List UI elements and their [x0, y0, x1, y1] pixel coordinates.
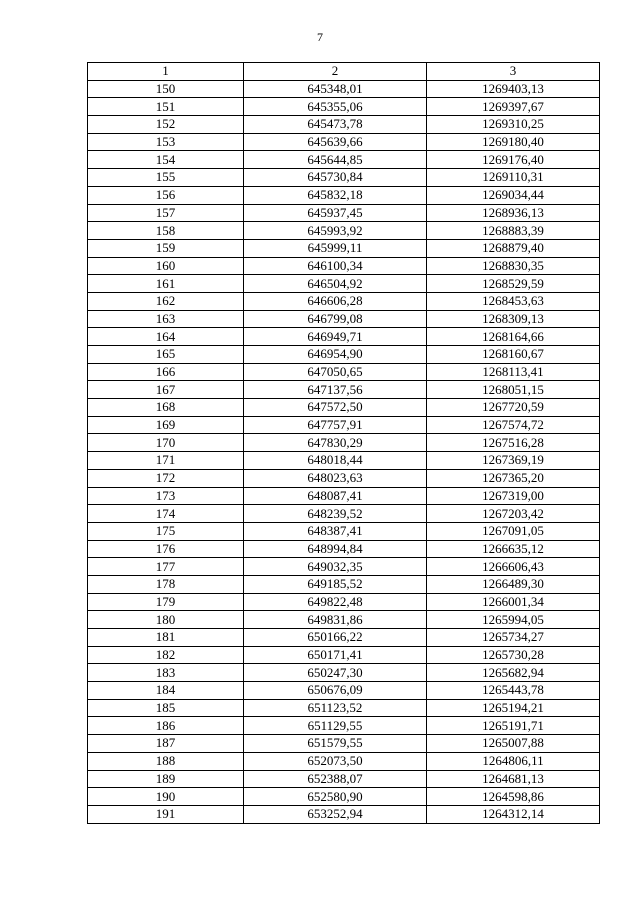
- y-coordinate-cell: 1266635,12: [427, 540, 600, 558]
- point-number-cell: 173: [88, 487, 244, 505]
- x-coordinate-cell: 653252,94: [244, 805, 427, 823]
- x-coordinate-cell: 648239,52: [244, 505, 427, 523]
- table-row: [88, 434, 600, 452]
- table-row: [88, 558, 600, 576]
- table-row: [88, 133, 600, 151]
- point-number-cell: 152: [88, 116, 244, 134]
- point-number-cell: 175: [88, 522, 244, 540]
- point-number-cell: 182: [88, 646, 244, 664]
- point-number-cell: 174: [88, 505, 244, 523]
- y-coordinate-cell: 1266001,34: [427, 593, 600, 611]
- point-number-cell: 167: [88, 381, 244, 399]
- x-coordinate-cell: 648994,84: [244, 540, 427, 558]
- x-coordinate-cell: 646954,90: [244, 346, 427, 364]
- y-coordinate-cell: 1268164,66: [427, 328, 600, 346]
- table-row: [88, 204, 600, 222]
- point-number-cell: 154: [88, 151, 244, 169]
- point-number-cell: 186: [88, 717, 244, 735]
- y-coordinate-cell: 1265007,88: [427, 735, 600, 753]
- table-row: [88, 239, 600, 257]
- x-coordinate-cell: 647830,29: [244, 434, 427, 452]
- point-number-cell: 158: [88, 222, 244, 240]
- table-row: [88, 629, 600, 647]
- y-coordinate-cell: 1265734,27: [427, 629, 600, 647]
- y-coordinate-cell: 1265443,78: [427, 682, 600, 700]
- table-row: [88, 522, 600, 540]
- column-header-2: 2: [244, 63, 427, 81]
- point-number-cell: 181: [88, 629, 244, 647]
- x-coordinate-cell: 645832,18: [244, 186, 427, 204]
- x-coordinate-cell: 646949,71: [244, 328, 427, 346]
- x-coordinate-cell: 651579,55: [244, 735, 427, 753]
- column-header-3: 3: [427, 63, 600, 81]
- point-number-cell: 166: [88, 363, 244, 381]
- y-coordinate-cell: 1269176,40: [427, 151, 600, 169]
- table-row: [88, 275, 600, 293]
- table-row: [88, 788, 600, 806]
- table-row: [88, 611, 600, 629]
- y-coordinate-cell: 1265994,05: [427, 611, 600, 629]
- x-coordinate-cell: 647137,56: [244, 381, 427, 399]
- y-coordinate-cell: 1265682,94: [427, 664, 600, 682]
- y-coordinate-cell: 1268529,59: [427, 275, 600, 293]
- point-number-cell: 156: [88, 186, 244, 204]
- x-coordinate-cell: 649831,86: [244, 611, 427, 629]
- table-row: [88, 717, 600, 735]
- x-coordinate-cell: 649822,48: [244, 593, 427, 611]
- y-coordinate-cell: 1265191,71: [427, 717, 600, 735]
- x-coordinate-cell: 646504,92: [244, 275, 427, 293]
- y-coordinate-cell: 1268936,13: [427, 204, 600, 222]
- y-coordinate-cell: 1267516,28: [427, 434, 600, 452]
- point-number-cell: 185: [88, 699, 244, 717]
- point-number-cell: 176: [88, 540, 244, 558]
- y-coordinate-cell: 1268883,39: [427, 222, 600, 240]
- x-coordinate-cell: 645993,92: [244, 222, 427, 240]
- coordinates-table: [87, 62, 600, 824]
- point-number-cell: 151: [88, 98, 244, 116]
- x-coordinate-cell: 650676,09: [244, 682, 427, 700]
- x-coordinate-cell: 645937,45: [244, 204, 427, 222]
- y-coordinate-cell: 1264806,11: [427, 752, 600, 770]
- y-coordinate-cell: 1268113,41: [427, 363, 600, 381]
- x-coordinate-cell: 645639,66: [244, 133, 427, 151]
- table-row: [88, 292, 600, 310]
- column-header-1: 1: [88, 63, 244, 81]
- table-row: [88, 328, 600, 346]
- table-row: [88, 346, 600, 364]
- point-number-cell: 157: [88, 204, 244, 222]
- table-row: [88, 505, 600, 523]
- x-coordinate-cell: 647050,65: [244, 363, 427, 381]
- table-row: [88, 735, 600, 753]
- x-coordinate-cell: 649185,52: [244, 575, 427, 593]
- point-number-cell: 150: [88, 80, 244, 98]
- point-number-cell: 189: [88, 770, 244, 788]
- x-coordinate-cell: 645355,06: [244, 98, 427, 116]
- table-row: [88, 257, 600, 275]
- point-number-cell: 191: [88, 805, 244, 823]
- y-coordinate-cell: 1268051,15: [427, 381, 600, 399]
- x-coordinate-cell: 645473,78: [244, 116, 427, 134]
- table-row: [88, 469, 600, 487]
- x-coordinate-cell: 649032,35: [244, 558, 427, 576]
- table-row: [88, 151, 600, 169]
- point-number-cell: 161: [88, 275, 244, 293]
- table-row: [88, 540, 600, 558]
- point-number-cell: 179: [88, 593, 244, 611]
- point-number-cell: 172: [88, 469, 244, 487]
- page-number: 7: [317, 30, 323, 44]
- point-number-cell: 165: [88, 346, 244, 364]
- x-coordinate-cell: 650247,30: [244, 664, 427, 682]
- x-coordinate-cell: 646100,34: [244, 257, 427, 275]
- y-coordinate-cell: 1269310,25: [427, 116, 600, 134]
- table-row: [88, 646, 600, 664]
- x-coordinate-cell: 648087,41: [244, 487, 427, 505]
- point-number-cell: 159: [88, 239, 244, 257]
- x-coordinate-cell: 645644,85: [244, 151, 427, 169]
- point-number-cell: 169: [88, 416, 244, 434]
- table-row: [88, 222, 600, 240]
- x-coordinate-cell: 645999,11: [244, 239, 427, 257]
- point-number-cell: 188: [88, 752, 244, 770]
- x-coordinate-cell: 646606,28: [244, 292, 427, 310]
- x-coordinate-cell: 647757,91: [244, 416, 427, 434]
- table-row: [88, 805, 600, 823]
- y-coordinate-cell: 1265194,21: [427, 699, 600, 717]
- point-number-cell: 187: [88, 735, 244, 753]
- table-body: [88, 80, 600, 823]
- table-row: [88, 310, 600, 328]
- table-header-row: [88, 63, 600, 81]
- point-number-cell: 180: [88, 611, 244, 629]
- x-coordinate-cell: 645730,84: [244, 169, 427, 187]
- y-coordinate-cell: 1267091,05: [427, 522, 600, 540]
- point-number-cell: 183: [88, 664, 244, 682]
- point-number-cell: 177: [88, 558, 244, 576]
- point-number-cell: 155: [88, 169, 244, 187]
- x-coordinate-cell: 651129,55: [244, 717, 427, 735]
- y-coordinate-cell: 1267369,19: [427, 452, 600, 470]
- point-number-cell: 170: [88, 434, 244, 452]
- table-row: [88, 487, 600, 505]
- y-coordinate-cell: 1268453,63: [427, 292, 600, 310]
- point-number-cell: 178: [88, 575, 244, 593]
- table-row: [88, 169, 600, 187]
- y-coordinate-cell: 1265730,28: [427, 646, 600, 664]
- y-coordinate-cell: 1267203,42: [427, 505, 600, 523]
- y-coordinate-cell: 1267720,59: [427, 399, 600, 417]
- y-coordinate-cell: 1264681,13: [427, 770, 600, 788]
- x-coordinate-cell: 652580,90: [244, 788, 427, 806]
- y-coordinate-cell: 1267574,72: [427, 416, 600, 434]
- x-coordinate-cell: 650171,41: [244, 646, 427, 664]
- y-coordinate-cell: 1269403,13: [427, 80, 600, 98]
- y-coordinate-cell: 1264312,14: [427, 805, 600, 823]
- point-number-cell: 153: [88, 133, 244, 151]
- x-coordinate-cell: 645348,01: [244, 80, 427, 98]
- y-coordinate-cell: 1268830,35: [427, 257, 600, 275]
- point-number-cell: 184: [88, 682, 244, 700]
- y-coordinate-cell: 1266489,30: [427, 575, 600, 593]
- table-row: [88, 699, 600, 717]
- y-coordinate-cell: 1268879,40: [427, 239, 600, 257]
- y-coordinate-cell: 1269180,40: [427, 133, 600, 151]
- x-coordinate-cell: 646799,08: [244, 310, 427, 328]
- y-coordinate-cell: 1269110,31: [427, 169, 600, 187]
- table-row: [88, 593, 600, 611]
- y-coordinate-cell: 1267319,00: [427, 487, 600, 505]
- x-coordinate-cell: 648023,63: [244, 469, 427, 487]
- table-row: [88, 116, 600, 134]
- point-number-cell: 160: [88, 257, 244, 275]
- y-coordinate-cell: 1268309,13: [427, 310, 600, 328]
- x-coordinate-cell: 648387,41: [244, 522, 427, 540]
- x-coordinate-cell: 647572,50: [244, 399, 427, 417]
- y-coordinate-cell: 1269034,44: [427, 186, 600, 204]
- x-coordinate-cell: 648018,44: [244, 452, 427, 470]
- table-row: [88, 363, 600, 381]
- table-row: [88, 752, 600, 770]
- table-row: [88, 452, 600, 470]
- y-coordinate-cell: 1268160,67: [427, 346, 600, 364]
- table-row: [88, 682, 600, 700]
- x-coordinate-cell: 651123,52: [244, 699, 427, 717]
- table-row: [88, 381, 600, 399]
- x-coordinate-cell: 652388,07: [244, 770, 427, 788]
- table-row: [88, 575, 600, 593]
- y-coordinate-cell: 1264598,86: [427, 788, 600, 806]
- table-row: [88, 98, 600, 116]
- table-row: [88, 416, 600, 434]
- table-row: [88, 664, 600, 682]
- table-row: [88, 399, 600, 417]
- y-coordinate-cell: 1267365,20: [427, 469, 600, 487]
- point-number-cell: 190: [88, 788, 244, 806]
- x-coordinate-cell: 652073,50: [244, 752, 427, 770]
- table-row: [88, 186, 600, 204]
- point-number-cell: 163: [88, 310, 244, 328]
- table-row: [88, 80, 600, 98]
- point-number-cell: 162: [88, 292, 244, 310]
- point-number-cell: 171: [88, 452, 244, 470]
- y-coordinate-cell: 1266606,43: [427, 558, 600, 576]
- y-coordinate-cell: 1269397,67: [427, 98, 600, 116]
- point-number-cell: 164: [88, 328, 244, 346]
- x-coordinate-cell: 650166,22: [244, 629, 427, 647]
- point-number-cell: 168: [88, 399, 244, 417]
- table-row: [88, 770, 600, 788]
